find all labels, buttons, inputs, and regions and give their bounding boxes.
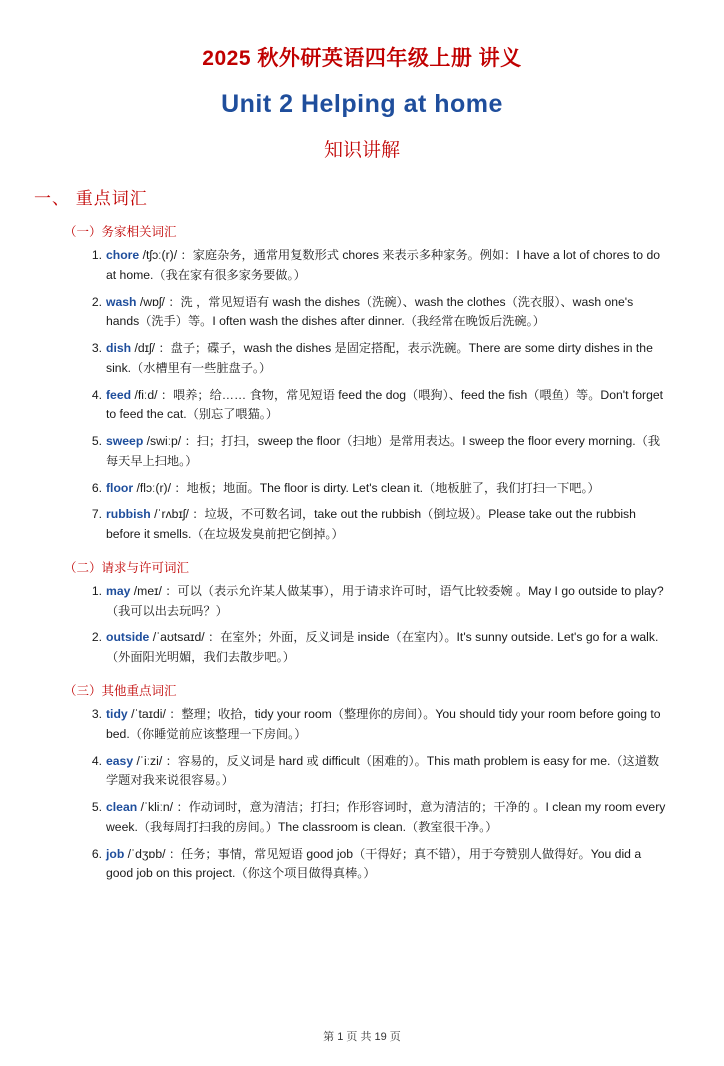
- definition-text: ：任务；事情，常见短语 good job（干得好；真不错），用于夸赞别人做得好。You did a good job on this project.（你这个项目做得真棒。）: [106, 846, 642, 881]
- item-number: 1.: [91, 248, 102, 262]
- vocabulary-word: easy: [106, 753, 134, 768]
- subsection-heading-1: （一）务家相关词汇: [64, 225, 177, 239]
- definition-text: ：喂养；给…… 食物，常见短语 feed the dog（喂狗）、feed the fish（喂鱼）等。Don't forget to feed the cat.（别忘了喂猫。）: [106, 387, 664, 422]
- list-item: [84, 582, 668, 622]
- definition-text: ：盘子；碟子，wash the dishes 是固定搭配，表示洗碗。There are some dirty dishes in the sink.（水槽里有一些脏盘子。）: [106, 341, 653, 375]
- phonetic-transcription: /ˈkliːn/: [140, 800, 174, 815]
- item-number: 7.: [91, 507, 102, 522]
- item-number: 4.: [91, 387, 102, 402]
- phonetic-transcription: /dɪʃ/: [134, 341, 156, 356]
- phonetic-transcription: /ˈtaɪdi/: [131, 707, 166, 722]
- list-item: [84, 479, 668, 499]
- subsection-heading-3: （三）其他重点词汇: [64, 684, 177, 699]
- phonetic-transcription: /wɒʃ/: [139, 294, 165, 309]
- definition-text: ：作动词时，意为清洁；打扫；作形容词时，意为清洁的；干净的 。I clean my room every week.（我每周打扫我的房间。）The classroom is clean.（教室很干净。）: [106, 800, 666, 834]
- vocabulary-word: floor: [106, 480, 134, 495]
- unit-title: Unit 2 Helping at home: [221, 90, 503, 118]
- vocabulary-word: job: [106, 846, 125, 861]
- item-number: 5.: [91, 800, 102, 815]
- vocabulary-word: dish: [106, 341, 132, 356]
- item-number: 6.: [91, 846, 102, 861]
- word-list-3: [0, 705, 724, 884]
- phonetic-transcription: /ˈrʌbɪʃ/: [154, 507, 189, 522]
- vocabulary-word: wash: [106, 294, 137, 309]
- document-page: [0, 42, 724, 1066]
- list-item: [84, 628, 668, 668]
- definition-text: ：可以（表示允许某人做某事），用于请求许可时，语气比较委婉 。May I go outside to play?（我可以出去玩吗？）: [106, 583, 664, 618]
- list-item: [84, 705, 668, 745]
- definition-text: ：容易的，反义词是 hard 或 difficult（困难的）。This math problem is easy for me.（这道数学题对我来说很容易。）: [106, 753, 660, 788]
- item-number: 1.: [91, 583, 102, 598]
- vocabulary-word: clean: [106, 800, 138, 815]
- definition-text: ：扫；打扫，sweep the floor（扫地）是常用表达。I sweep the floor every morning.（我每天早上扫地。）: [106, 434, 661, 468]
- phonetic-transcription: /ˈaʊtsaɪd/: [152, 630, 205, 645]
- section-heading: 一、 重点词汇: [34, 189, 148, 208]
- item-number: 6.: [91, 480, 102, 495]
- page-footer: 第 1 页 共 19 页: [323, 1031, 401, 1043]
- list-item: [84, 339, 668, 379]
- item-number: 5.: [91, 434, 102, 449]
- vocabulary-word: chore: [106, 248, 140, 262]
- vocabulary-word: feed: [106, 387, 132, 402]
- definition-text: ：地板；地面。The floor is dirty. Let's clean it.（地板脏了，我们打扫一下吧。）: [174, 480, 600, 495]
- subsection-heading-2: （二）请求与许可词汇: [64, 560, 190, 575]
- phonetic-transcription: /ˈdʒɒb/: [127, 846, 166, 861]
- item-number: 2.: [91, 630, 102, 645]
- phonetic-transcription: /ˈiːzi/: [136, 753, 163, 768]
- definition-text: ：家庭杂务，通常用复数形式 chores 来表示多种家务。例如：I have a lot of chores to do at home.（我在家有很多家务要做。）: [106, 248, 660, 282]
- word-list-2: [0, 582, 724, 668]
- definition-text: ：垃圾，不可数名词，take out the rubbish（倒垃圾）。Please take out the rubbish before it smells.（在垃圾发臭前把它倒掉。）: [106, 507, 636, 542]
- word-list-1: [0, 246, 724, 545]
- list-item: [84, 845, 668, 885]
- definition-text: ：在室外；外面，反义词是 inside（在室内）。It's sunny outside. Let's go for a walk.（外面阳光明媚，我们去散步吧。）: [106, 630, 659, 665]
- phonetic-transcription: /swiːp/: [146, 434, 182, 449]
- list-item: [84, 798, 668, 838]
- list-item: [84, 293, 668, 333]
- vocabulary-word: may: [106, 583, 131, 598]
- item-number: 4.: [91, 753, 102, 768]
- item-number: 2.: [91, 294, 102, 309]
- vocabulary-word: sweep: [106, 434, 144, 449]
- vocabulary-word: rubbish: [106, 507, 151, 522]
- phonetic-transcription: /flɔː(r)/: [136, 480, 171, 495]
- phonetic-transcription: /meɪ/: [133, 583, 162, 598]
- phonetic-transcription: /tʃɔː(r)/: [142, 248, 178, 262]
- list-item: [84, 505, 668, 545]
- list-item: [84, 386, 668, 426]
- list-item: [84, 432, 668, 472]
- phonetic-transcription: /fiːd/: [134, 387, 158, 402]
- item-number: 3.: [91, 707, 102, 722]
- section-subtitle: 知识讲解: [323, 140, 400, 161]
- list-item: [84, 246, 668, 286]
- vocabulary-word: tidy: [106, 707, 128, 722]
- definition-text: ：洗 ，常见短语有 wash the dishes（洗碗）、wash the clothes（洗衣服）、wash one's hands（洗手）等。I often wash the dishes after dinner.（我经常在晚饭后洗碗。）: [106, 294, 634, 329]
- list-item: [84, 752, 668, 792]
- item-number: 3.: [91, 341, 102, 356]
- vocabulary-word: outside: [106, 630, 150, 645]
- definition-text: ：整理；收拾，tidy your room（整理你的房间）。You should tidy your room before going to bed.（你睡觉前应该整理一下房间。）: [106, 707, 661, 741]
- document-title: 2025 秋外研英语四年级上册 讲义: [202, 47, 522, 70]
